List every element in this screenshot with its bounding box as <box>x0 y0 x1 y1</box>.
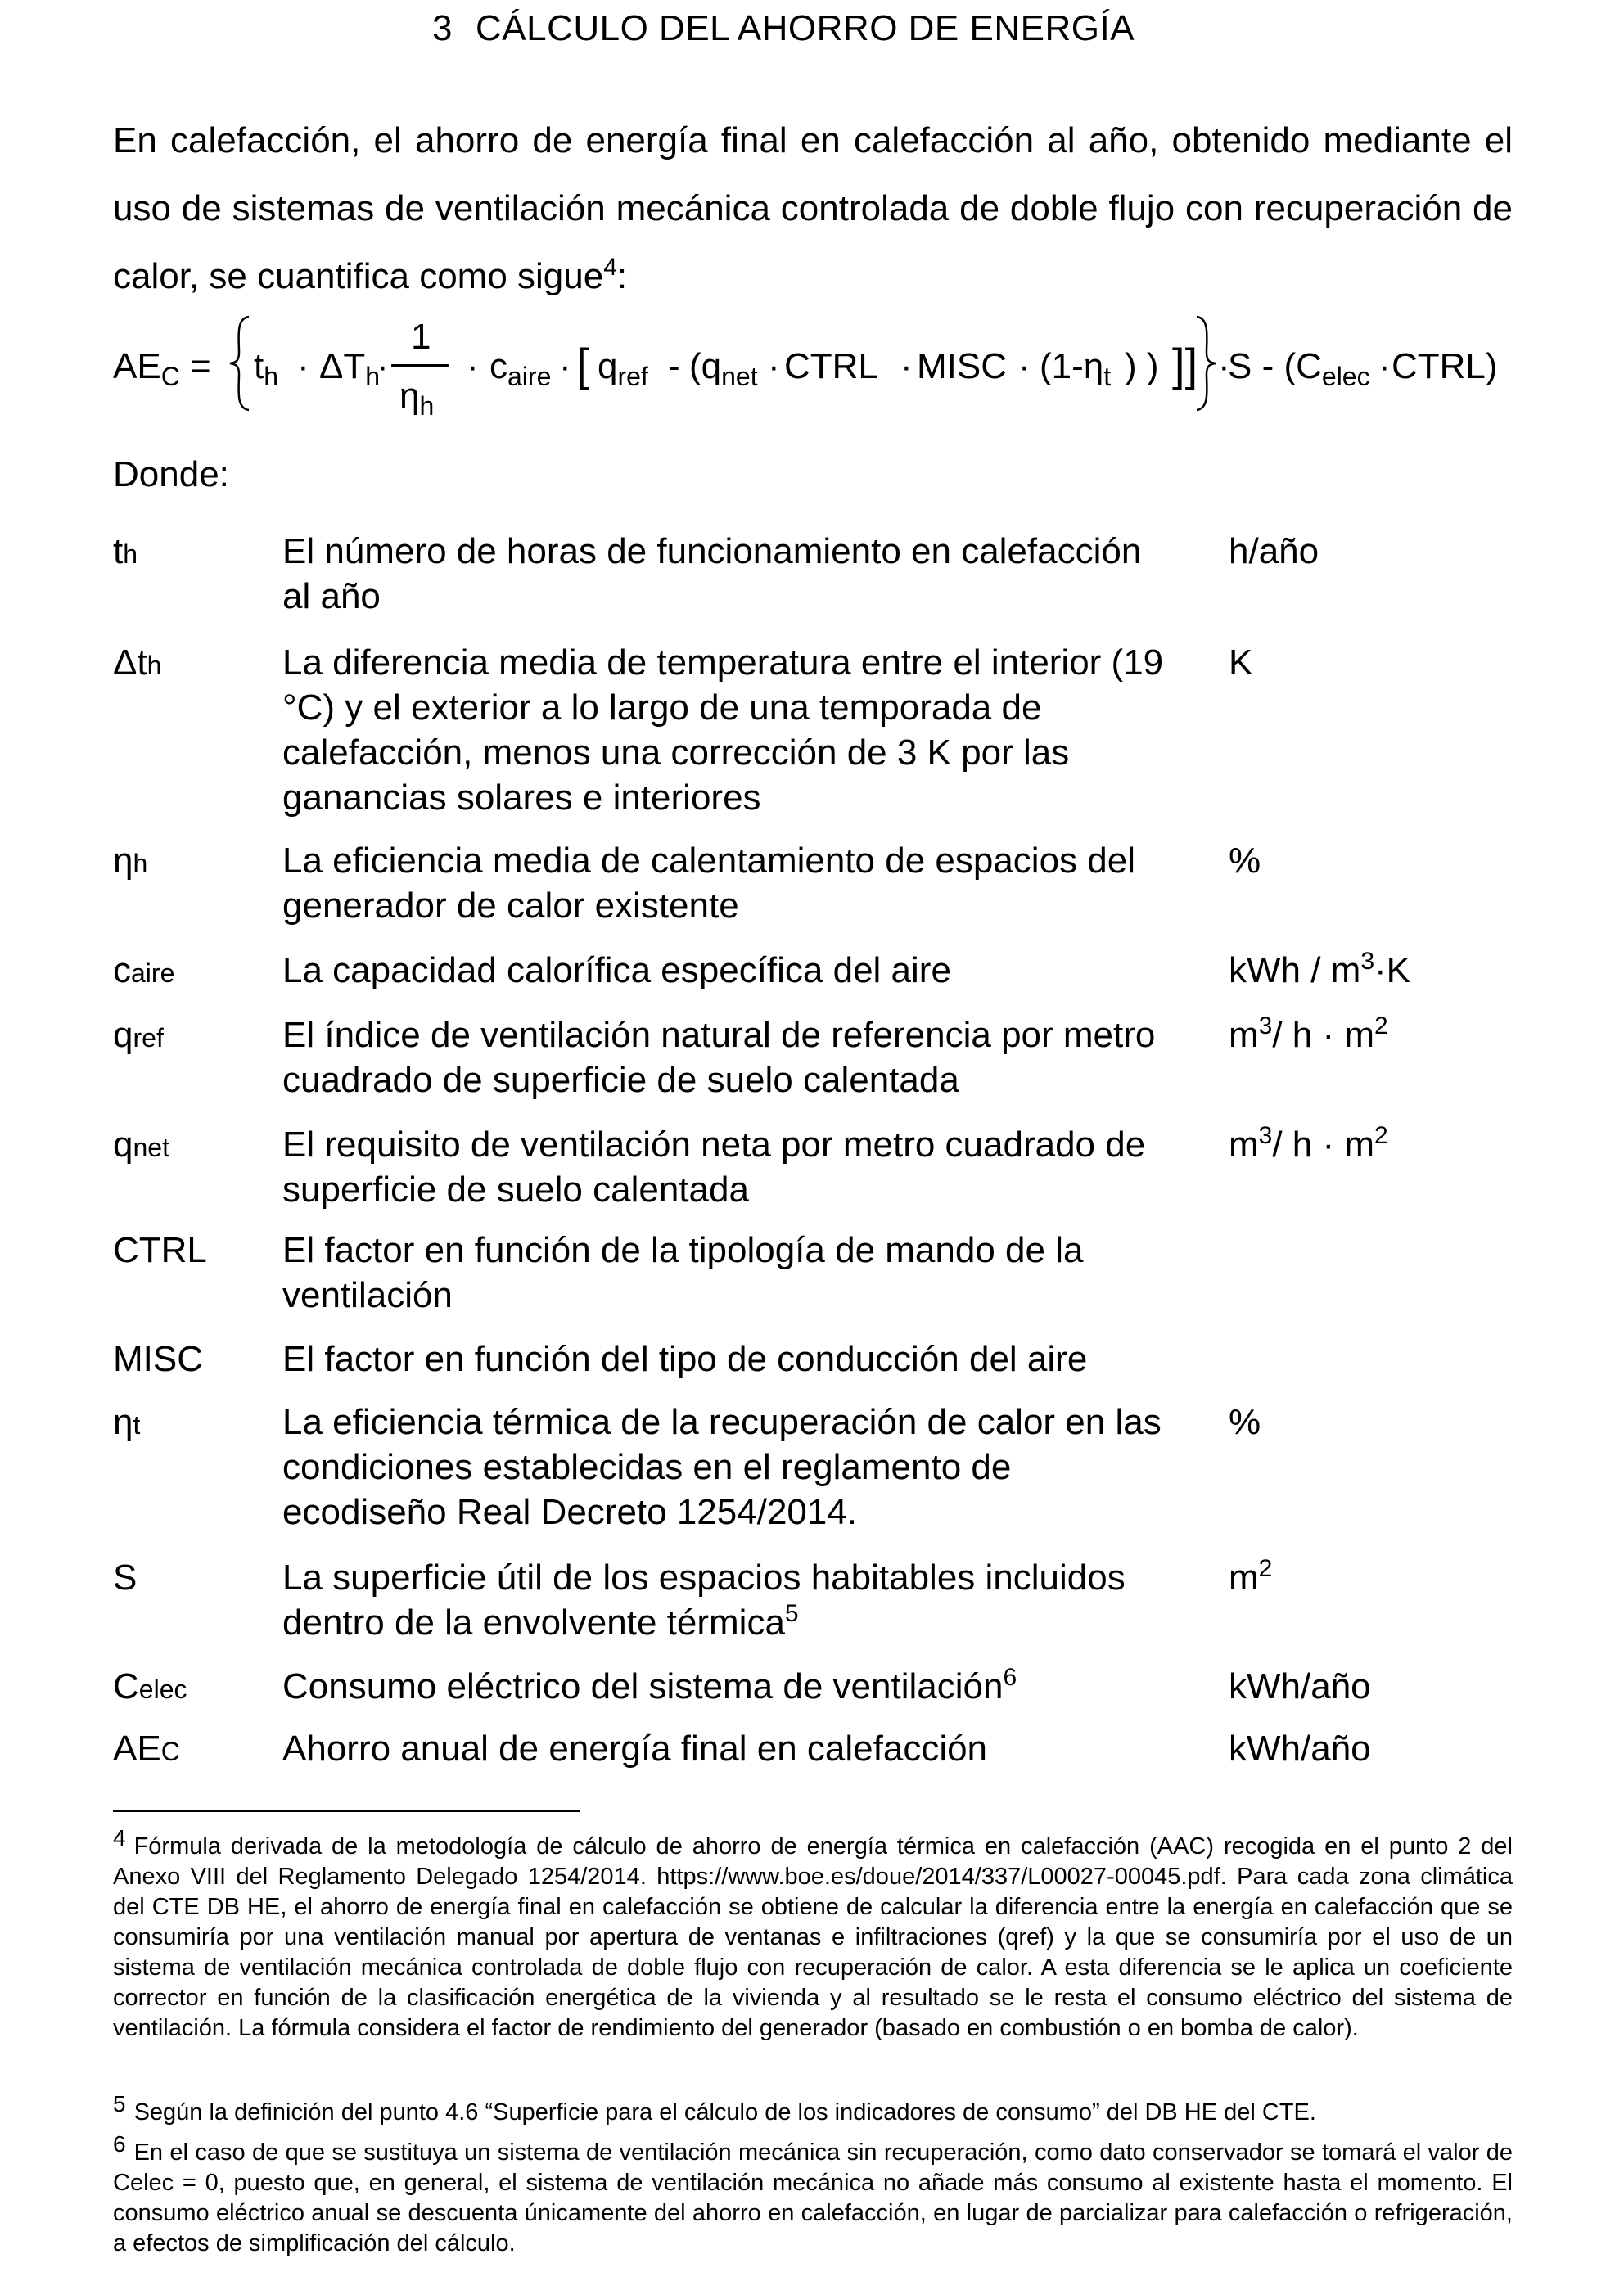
formula-qnet: ($q_{net}$ <box>689 346 758 391</box>
variable-symbol: th <box>113 531 138 571</box>
formula-dot: · <box>559 346 571 386</box>
energy-savings-formula <box>113 307 1513 430</box>
formula-dot: · <box>1378 346 1391 386</box>
right-brackets: ]] <box>1172 339 1198 390</box>
variable-description: El requisito de ventilación neta por metro cuadrado de superficie de suelo calentada <box>282 1125 1146 1210</box>
left-brace-icon <box>228 315 252 412</box>
variable-symbol: qref <box>113 1015 164 1055</box>
formula-caire: $c_{aire}$ <box>489 346 552 391</box>
formula-th: $t_h$ <box>254 346 279 391</box>
formula-qref: $q_{ref}$ <box>598 346 648 391</box>
variable-description: Ahorro anual de energía final en calefacción <box>282 1729 988 1769</box>
variable-unit: kWh/año <box>1229 1729 1371 1769</box>
left-bracket: [ <box>576 339 589 390</box>
formula-celec: S - ($C_{elec}$ <box>1228 346 1370 391</box>
formula-dot: · <box>1218 346 1230 386</box>
variable-unit: K <box>1229 642 1253 683</box>
variable-description: El índice de ventilación natural de referencia por metro cuadrado de superficie de suelo calentada <box>282 1015 1156 1100</box>
variable-symbol: S <box>113 1557 138 1598</box>
variable-unit: kWh/año <box>1229 1666 1371 1706</box>
formula-dot: · <box>1018 346 1031 386</box>
footnote-ref-6[interactable]: 6 <box>1003 1664 1017 1691</box>
formula-dot: · <box>768 346 780 386</box>
variable-unit: kWh / $m^3\cdot K$ <box>1229 948 1411 990</box>
right-brace-icon <box>1193 315 1218 412</box>
intro-suffix: : <box>616 256 628 296</box>
variable-description: La capacidad calorífica específica del aire <box>282 950 951 990</box>
variable-description: El factor en función del tipo de conducción del aire <box>282 1339 1088 1379</box>
intro-text: En calefacción, el ahorro de energía final en calefacción al año, obtenido mediante el uso de sistemas de ventilación mecánica controlada de doble flujo con recuperación de calor, se cuantifica como sigue <box>113 120 1513 296</box>
formula-dot: · <box>900 346 913 386</box>
variable-description: El número de horas de funcionamiento en calefacción al año <box>282 531 1142 616</box>
variable-unit: $m^3/$ $h \cdot m^2$ <box>1229 1122 1388 1165</box>
intro-paragraph <box>113 106 1513 310</box>
formula-eta-t: ($1-\eta_t$ <box>1040 346 1112 391</box>
formula-dot: · <box>467 346 479 386</box>
variable-description: El factor en función de la tipología de mando de la ventilación <box>282 1230 1084 1315</box>
fraction-denominator: $\eta_h$ <box>399 376 435 421</box>
formula-misc: MISC <box>917 346 1007 386</box>
variable-symbol: AEC <box>113 1729 180 1769</box>
donde-label: Donde: <box>113 454 229 494</box>
footnote-ref-4[interactable]: 4 <box>603 254 617 281</box>
formula-lhs: $AE_C$ = <box>113 346 211 391</box>
variable-symbol: CTRL <box>113 1230 207 1270</box>
footnote-5: 5 Según la definición del punto 4.6 “Superficie para el cálculo de los indicadores de consumo” del DB HE del CTE. <box>113 2091 1316 2125</box>
variable-unit: % <box>1229 841 1261 881</box>
formula-ctrl: CTRL) <box>1392 346 1498 386</box>
formula-dot: · <box>297 346 309 386</box>
variable-description: Consumo eléctrico del sistema de ventilación$^6$ <box>282 1664 1017 1706</box>
footnote-divider <box>113 1810 580 1812</box>
variable-description: La superficie útil de los espacios habitables incluidos dentro de la envolvente térmica$^5$ <box>282 1557 1126 1643</box>
variable-unit: $m^3/$ $h \cdot m^2$ <box>1229 1012 1388 1055</box>
variable-unit: h/año <box>1229 531 1320 571</box>
section-number: 3 <box>432 8 453 48</box>
variable-description: La eficiencia térmica de la recuperación de calor en las condiciones establecidas en el reglamento de ecodiseño Real Decreto 1254/2014. <box>282 1402 1162 1532</box>
variable-symbol: ηh <box>113 841 148 881</box>
section-heading <box>432 8 1135 49</box>
variable-unit: % <box>1229 1402 1261 1442</box>
variable-symbol: Δth <box>113 642 162 683</box>
variable-symbol: MISC <box>113 1339 203 1379</box>
formula-fraction <box>391 317 450 423</box>
variable-unit: $m^2$ <box>1229 1555 1273 1598</box>
variable-symbol: Celec <box>113 1666 187 1706</box>
variable-symbol: qnet <box>113 1125 169 1165</box>
variable-description: La diferencia media de temperatura entre el interior (19 °C) y el exterior a lo largo de una temporada de calefacción, menos una corrección de 3 K por las ganancias solares e interiores <box>282 642 1164 818</box>
footnote-ref-5[interactable]: 5 <box>784 1600 799 1627</box>
formula-dot: · <box>377 346 389 386</box>
footnote-4: 4 Fórmula derivada de la metodología de cálculo de ahorro de energía térmica en calefacción (AAC) recogida en el punto 2 del Anexo VIII del Reglamento Delegado 1254/2014. https://www.boe.es/doue/2014/337/L00027-00045.pdf. Para cada zona climática del CTE DB HE, el ahorro de energía final en calefacción se obtiene de calcular la diferencia entre la energía en calefacción que se consumiría por una ventilación manual por apertura de ventanas e infiltraciones (qref) y la que se consumiría por el uso de un sistema de ventilación mecánica controlada de doble flujo con recuperación de calor. A esta diferencia se le aplica un coeficiente corrector en función de la clasificación energética de la vivienda y al resultado se le resta el consumo eléctrico del sistema de ventilación. La fórmula considera el factor de rendimiento del generador (basado en combustión o en bomba de calor). <box>113 1825 1513 2041</box>
formula-dth: $\Delta T_h$ <box>319 346 381 391</box>
fraction-bar <box>391 364 449 367</box>
formula-minus: - <box>668 346 680 386</box>
variable-symbol: ηt <box>113 1402 141 1442</box>
formula-close-parens: ) ) <box>1125 346 1159 386</box>
fraction-numerator: 1 <box>411 317 431 357</box>
formula-ctrl: CTRL <box>784 346 878 386</box>
footnote-6: 6 En el caso de que se sustituya un sistema de ventilación mecánica sin recuperación, como dato conservador se tomará el valor de Celec = 0, puesto que, en general, el sistema de ventilación mecánica no añade más consumo al existente hasta el momento. El consumo eléctrico anual se descuenta únicamente del ahorro en calefacción, en lugar de parcializar para calefacción o refrigeración, a efectos de simplificación del cálculo. <box>113 2131 1513 2256</box>
variable-description: La eficiencia media de calentamiento de espacios del generador de calor existente <box>282 841 1135 926</box>
variable-symbol: caire <box>113 950 175 990</box>
section-title: CÁLCULO DEL AHORRO DE ENERGÍA <box>475 8 1135 48</box>
